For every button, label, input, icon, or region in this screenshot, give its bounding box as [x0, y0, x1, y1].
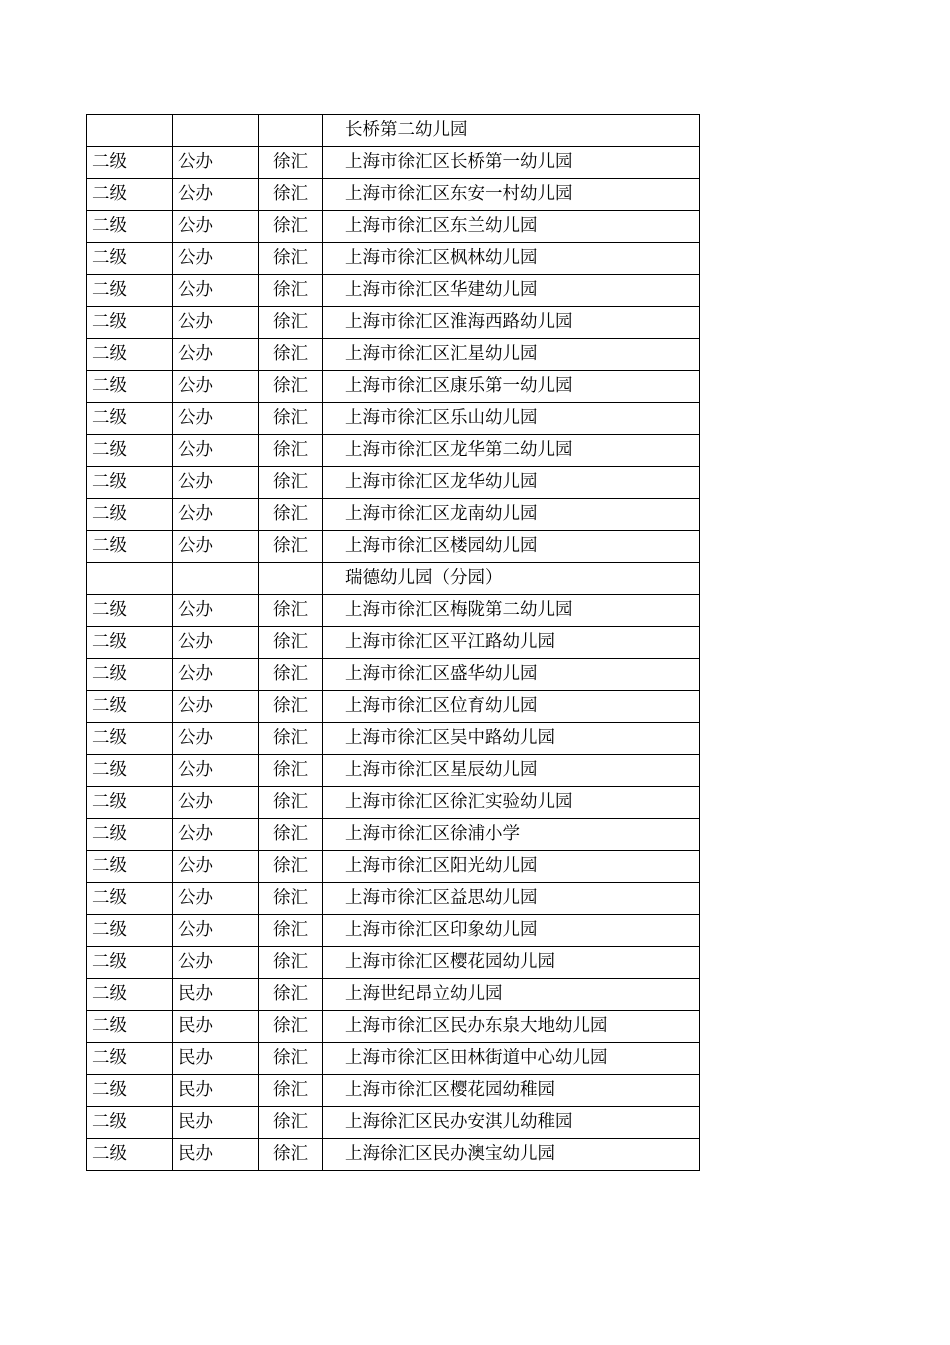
table-row — [87, 339, 700, 371]
district-cell: 徐汇 — [259, 1139, 323, 1171]
table-row — [87, 947, 700, 979]
district-cell — [259, 563, 323, 595]
kindergarten-name-cell: 上海市徐汇区盛华幼儿园 — [323, 659, 700, 691]
table-row — [87, 627, 700, 659]
table-row — [87, 787, 700, 819]
kindergarten-name-cell: 上海市徐汇区长桥第一幼儿园 — [323, 147, 700, 179]
kindergarten-name-cell: 上海徐汇区民办澳宝幼儿园 — [323, 1139, 700, 1171]
type-cell: 民办 — [173, 1139, 259, 1171]
kindergarten-name-cell: 上海市徐汇区徐汇实验幼儿园 — [323, 787, 700, 819]
kindergarten-name-cell: 上海市徐汇区汇星幼儿园 — [323, 339, 700, 371]
kindergarten-name-cell: 上海市徐汇区梅陇第二幼儿园 — [323, 595, 700, 627]
kindergarten-name-cell: 上海市徐汇区阳光幼儿园 — [323, 851, 700, 883]
table-row — [87, 403, 700, 435]
kindergarten-name-cell: 上海市徐汇区枫林幼儿园 — [323, 243, 700, 275]
district-cell: 徐汇 — [259, 243, 323, 275]
district-cell: 徐汇 — [259, 179, 323, 211]
level-cell: 二级 — [87, 403, 173, 435]
kindergarten-name-cell: 上海市徐汇区樱花园幼稚园 — [323, 1075, 700, 1107]
district-cell: 徐汇 — [259, 211, 323, 243]
kindergarten-name-cell: 上海市徐汇区龙华幼儿园 — [323, 467, 700, 499]
district-cell: 徐汇 — [259, 659, 323, 691]
table-row — [87, 1043, 700, 1075]
table-row — [87, 1139, 700, 1171]
level-cell — [87, 115, 173, 147]
type-cell: 公办 — [173, 627, 259, 659]
type-cell — [173, 563, 259, 595]
table-row — [87, 115, 700, 147]
level-cell: 二级 — [87, 499, 173, 531]
type-cell: 公办 — [173, 851, 259, 883]
level-cell: 二级 — [87, 1011, 173, 1043]
type-cell: 公办 — [173, 691, 259, 723]
kindergarten-name-cell: 上海市徐汇区乐山幼儿园 — [323, 403, 700, 435]
district-cell: 徐汇 — [259, 915, 323, 947]
level-cell: 二级 — [87, 179, 173, 211]
district-cell: 徐汇 — [259, 979, 323, 1011]
table-body — [87, 115, 700, 1171]
type-cell: 公办 — [173, 211, 259, 243]
level-cell: 二级 — [87, 851, 173, 883]
district-cell: 徐汇 — [259, 147, 323, 179]
type-cell: 公办 — [173, 723, 259, 755]
table-row — [87, 307, 700, 339]
type-cell: 公办 — [173, 915, 259, 947]
type-cell — [173, 115, 259, 147]
table-row — [87, 1107, 700, 1139]
district-cell: 徐汇 — [259, 467, 323, 499]
level-cell: 二级 — [87, 1043, 173, 1075]
level-cell: 二级 — [87, 531, 173, 563]
type-cell: 公办 — [173, 531, 259, 563]
table-row — [87, 1075, 700, 1107]
kindergarten-name-cell: 上海市徐汇区华建幼儿园 — [323, 275, 700, 307]
type-cell: 公办 — [173, 435, 259, 467]
district-cell: 徐汇 — [259, 275, 323, 307]
level-cell: 二级 — [87, 307, 173, 339]
kindergarten-name-cell: 上海市徐汇区民办东泉大地幼儿园 — [323, 1011, 700, 1043]
level-cell: 二级 — [87, 1075, 173, 1107]
level-cell: 二级 — [87, 243, 173, 275]
table-row — [87, 883, 700, 915]
type-cell: 民办 — [173, 1075, 259, 1107]
kindergarten-name-cell: 上海市徐汇区龙南幼儿园 — [323, 499, 700, 531]
kindergarten-name-cell: 上海市徐汇区康乐第一幼儿园 — [323, 371, 700, 403]
table-row — [87, 275, 700, 307]
district-cell: 徐汇 — [259, 1043, 323, 1075]
table-row — [87, 435, 700, 467]
level-cell: 二级 — [87, 275, 173, 307]
kindergarten-name-cell: 瑞德幼儿园（分园） — [323, 563, 700, 595]
type-cell: 公办 — [173, 147, 259, 179]
type-cell: 公办 — [173, 467, 259, 499]
district-cell: 徐汇 — [259, 595, 323, 627]
district-cell: 徐汇 — [259, 819, 323, 851]
kindergarten-name-cell: 上海市徐汇区益思幼儿园 — [323, 883, 700, 915]
table-row — [87, 147, 700, 179]
level-cell: 二级 — [87, 787, 173, 819]
district-cell: 徐汇 — [259, 339, 323, 371]
type-cell: 公办 — [173, 883, 259, 915]
level-cell: 二级 — [87, 595, 173, 627]
level-cell: 二级 — [87, 467, 173, 499]
district-cell: 徐汇 — [259, 1011, 323, 1043]
type-cell: 公办 — [173, 947, 259, 979]
district-cell: 徐汇 — [259, 1107, 323, 1139]
table-row — [87, 243, 700, 275]
table-row — [87, 467, 700, 499]
kindergarten-name-cell: 上海徐汇区民办安淇儿幼稚园 — [323, 1107, 700, 1139]
level-cell: 二级 — [87, 947, 173, 979]
table-row — [87, 979, 700, 1011]
level-cell: 二级 — [87, 1107, 173, 1139]
table-row — [87, 531, 700, 563]
type-cell: 公办 — [173, 819, 259, 851]
type-cell: 公办 — [173, 243, 259, 275]
kindergarten-name-cell: 上海市徐汇区位育幼儿园 — [323, 691, 700, 723]
kindergarten-name-cell: 上海市徐汇区淮海西路幼儿园 — [323, 307, 700, 339]
level-cell: 二级 — [87, 883, 173, 915]
kindergarten-name-cell: 上海世纪昂立幼儿园 — [323, 979, 700, 1011]
level-cell: 二级 — [87, 979, 173, 1011]
kindergarten-table — [86, 114, 700, 1171]
type-cell: 民办 — [173, 1043, 259, 1075]
table-row — [87, 659, 700, 691]
kindergarten-name-cell: 上海市徐汇区楼园幼儿园 — [323, 531, 700, 563]
district-cell: 徐汇 — [259, 755, 323, 787]
kindergarten-name-cell: 上海市徐汇区东兰幼儿园 — [323, 211, 700, 243]
level-cell: 二级 — [87, 691, 173, 723]
type-cell: 公办 — [173, 371, 259, 403]
type-cell: 公办 — [173, 179, 259, 211]
table-row — [87, 595, 700, 627]
type-cell: 公办 — [173, 307, 259, 339]
table-row — [87, 1011, 700, 1043]
type-cell: 民办 — [173, 979, 259, 1011]
level-cell: 二级 — [87, 147, 173, 179]
type-cell: 公办 — [173, 403, 259, 435]
district-cell: 徐汇 — [259, 723, 323, 755]
district-cell — [259, 115, 323, 147]
kindergarten-name-cell: 上海市徐汇区樱花园幼儿园 — [323, 947, 700, 979]
district-cell: 徐汇 — [259, 307, 323, 339]
level-cell: 二级 — [87, 339, 173, 371]
table-row — [87, 499, 700, 531]
kindergarten-name-cell: 上海市徐汇区印象幼儿园 — [323, 915, 700, 947]
district-cell: 徐汇 — [259, 851, 323, 883]
district-cell: 徐汇 — [259, 883, 323, 915]
table-row — [87, 819, 700, 851]
kindergarten-name-cell: 上海市徐汇区徐浦小学 — [323, 819, 700, 851]
type-cell: 公办 — [173, 595, 259, 627]
level-cell: 二级 — [87, 723, 173, 755]
district-cell: 徐汇 — [259, 1075, 323, 1107]
table-row — [87, 371, 700, 403]
kindergarten-name-cell: 上海市徐汇区吴中路幼儿园 — [323, 723, 700, 755]
district-cell: 徐汇 — [259, 787, 323, 819]
type-cell: 民办 — [173, 1011, 259, 1043]
level-cell: 二级 — [87, 211, 173, 243]
table-row — [87, 691, 700, 723]
level-cell: 二级 — [87, 755, 173, 787]
table-row — [87, 915, 700, 947]
table-row — [87, 179, 700, 211]
level-cell: 二级 — [87, 1139, 173, 1171]
type-cell: 公办 — [173, 339, 259, 371]
type-cell: 公办 — [173, 787, 259, 819]
kindergarten-name-cell: 长桥第二幼儿园 — [323, 115, 700, 147]
level-cell: 二级 — [87, 627, 173, 659]
district-cell: 徐汇 — [259, 435, 323, 467]
kindergarten-name-cell: 上海市徐汇区平江路幼儿园 — [323, 627, 700, 659]
table-row — [87, 211, 700, 243]
level-cell: 二级 — [87, 659, 173, 691]
level-cell: 二级 — [87, 371, 173, 403]
district-cell: 徐汇 — [259, 531, 323, 563]
level-cell: 二级 — [87, 819, 173, 851]
type-cell: 公办 — [173, 755, 259, 787]
table-row — [87, 851, 700, 883]
kindergarten-name-cell: 上海市徐汇区星辰幼儿园 — [323, 755, 700, 787]
district-cell: 徐汇 — [259, 947, 323, 979]
table-row — [87, 723, 700, 755]
table-row — [87, 563, 700, 595]
level-cell: 二级 — [87, 915, 173, 947]
type-cell: 公办 — [173, 275, 259, 307]
level-cell: 二级 — [87, 435, 173, 467]
district-cell: 徐汇 — [259, 691, 323, 723]
type-cell: 公办 — [173, 499, 259, 531]
district-cell: 徐汇 — [259, 627, 323, 659]
level-cell — [87, 563, 173, 595]
type-cell: 公办 — [173, 659, 259, 691]
table-row — [87, 755, 700, 787]
district-cell: 徐汇 — [259, 499, 323, 531]
district-cell: 徐汇 — [259, 403, 323, 435]
kindergarten-name-cell: 上海市徐汇区龙华第二幼儿园 — [323, 435, 700, 467]
kindergarten-name-cell: 上海市徐汇区东安一村幼儿园 — [323, 179, 700, 211]
type-cell: 民办 — [173, 1107, 259, 1139]
kindergarten-name-cell: 上海市徐汇区田林街道中心幼儿园 — [323, 1043, 700, 1075]
district-cell: 徐汇 — [259, 371, 323, 403]
